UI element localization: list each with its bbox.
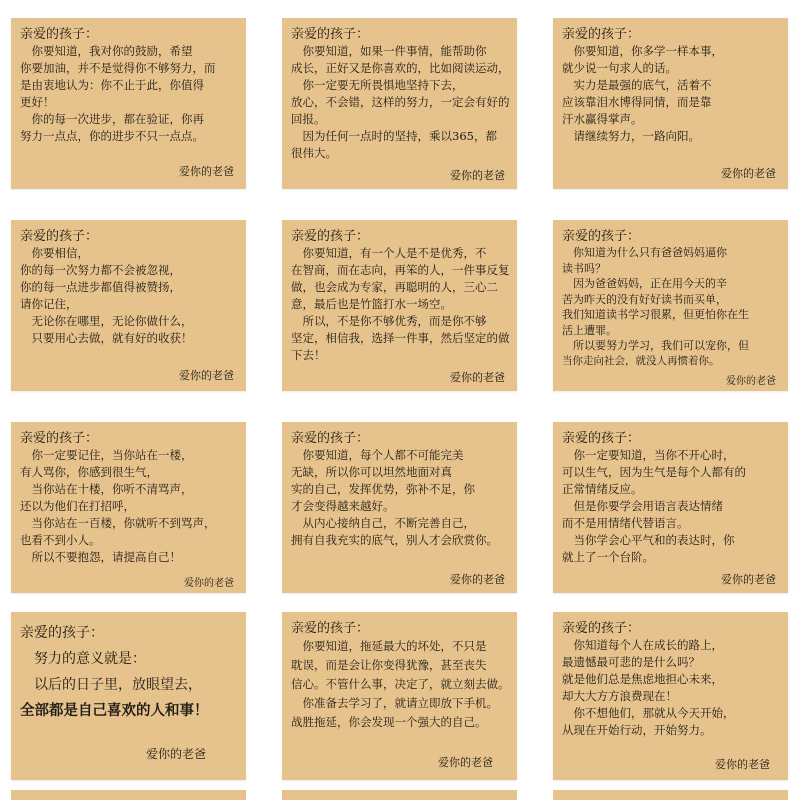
card-line: 很伟大。 bbox=[291, 146, 337, 160]
card-line: 而不是用情绪代替语言。 bbox=[562, 516, 689, 530]
card-line: 当你学会心平气和的表达时，你 bbox=[562, 533, 735, 547]
card-line: 就上了一个台阶。 bbox=[562, 550, 654, 564]
card-line: 你的每一次努力都不会被忽视， bbox=[20, 263, 181, 277]
card-line: 战胜拖延，你会发现一个强大的自己。 bbox=[291, 715, 487, 729]
card-line: 有人骂你，你感到很生气， bbox=[20, 465, 158, 479]
card-line: 当你站在十楼，你听不清骂声， bbox=[20, 482, 193, 496]
card-line: 意，最后也是竹篮打水一场空。 bbox=[291, 297, 452, 311]
card-edge bbox=[11, 790, 246, 800]
card-line: 但是你要学会用语言表达情绪 bbox=[562, 499, 723, 513]
card-title: 亲爱的孩子： bbox=[562, 621, 641, 636]
card-line: 读书吗？ bbox=[562, 261, 606, 275]
card-line: 因为任何一点时的坚持，乘以365，都 bbox=[291, 129, 497, 143]
card-line: 就少说一句求人的话。 bbox=[562, 61, 677, 75]
card-signature: 爱你的老爸 bbox=[179, 165, 234, 178]
card-line: 你要加油，并不是觉得你不够努力，而 bbox=[20, 61, 216, 75]
card-signature: 爱你的老爸 bbox=[179, 369, 234, 382]
card-line: 实力是最强的底气，活着不 bbox=[562, 78, 712, 92]
card-title: 亲爱的孩子： bbox=[20, 27, 99, 42]
card-line: 你要知道，有一个人是不是优秀，不 bbox=[291, 246, 487, 260]
letter-card-1 bbox=[11, 18, 246, 189]
card-line: 当你站在一百楼，你就听不到骂声， bbox=[20, 516, 216, 530]
card-line: 信心。不管什么事，决定了，就立刻去做。 bbox=[291, 677, 510, 691]
card-line: 请你记住， bbox=[20, 297, 78, 311]
card-line: 却大大方方浪费现在！ bbox=[562, 689, 677, 703]
card-line: 你知道为什么只有爸爸妈妈逼你 bbox=[562, 246, 727, 259]
card-line: 才会变得越来越好。 bbox=[291, 499, 395, 513]
card-line: 汗水赢得掌声。 bbox=[562, 112, 643, 126]
card-line: 所以要努力学习，我们可以宠你，但 bbox=[562, 339, 749, 352]
card-line: 放心，不会错，这样的努力，一定会有好的 bbox=[291, 95, 510, 109]
card-line: 应该靠泪水博得同情，而是靠 bbox=[562, 95, 712, 109]
card-line: 你不想他们，那就从今天开始， bbox=[562, 706, 735, 720]
card-title: 亲爱的孩子： bbox=[291, 27, 370, 42]
card-signature: 爱你的老爸 bbox=[184, 578, 234, 589]
card-edge bbox=[282, 790, 517, 800]
card-line: 无缺，所以你可以坦然地面对真 bbox=[291, 465, 452, 479]
card-signature: 爱你的老爸 bbox=[715, 758, 770, 771]
card-line: 你要知道，你多学一样本事， bbox=[562, 44, 723, 58]
card-line: 回报。 bbox=[291, 112, 326, 126]
letter-card-8 bbox=[282, 422, 517, 593]
letter-card-3 bbox=[553, 18, 788, 189]
card-line: 因为爸爸妈妈，正在用今天的辛 bbox=[562, 277, 727, 290]
card-signature: 爱你的老爸 bbox=[145, 747, 206, 761]
card-title: 亲爱的孩子： bbox=[20, 431, 99, 446]
card-line: 也看不到小人。 bbox=[20, 533, 101, 547]
card-signature: 爱你的老爸 bbox=[726, 376, 776, 387]
card-line: 就是他们总是焦虑地担心未来， bbox=[562, 672, 723, 686]
letter-card-11 bbox=[282, 612, 517, 780]
card-line: 你的每一点进步都值得被赞扬， bbox=[20, 280, 181, 294]
next-row-edge bbox=[0, 790, 800, 800]
card-line: 耽误，而是会让你变得犹豫，甚至丧失 bbox=[291, 658, 487, 672]
card-line: 你准备去学习了，就请立即放下手机。 bbox=[291, 696, 498, 710]
letter-card-4 bbox=[11, 220, 246, 391]
card-line: 实的自己，发挥优势，弥补不足，你 bbox=[291, 482, 475, 496]
card-line: 从内心接纳自己，不断完善自己， bbox=[291, 516, 475, 530]
card-line: 从现在开始行动，开始努力。 bbox=[562, 723, 712, 737]
letter-card-9 bbox=[553, 422, 788, 593]
card-title: 亲爱的孩子： bbox=[291, 229, 370, 244]
card-line: 你一定要无所畏惧地坚持下去， bbox=[291, 78, 464, 92]
card-signature: 爱你的老爸 bbox=[721, 573, 776, 586]
card-line: 你要相信， bbox=[20, 246, 89, 260]
card-line: 你要知道，拖延最大的坏处，不只是 bbox=[291, 639, 487, 653]
letter-card-10 bbox=[11, 612, 246, 780]
card-line: 你的每一次进步，都在验证，你再 bbox=[20, 112, 204, 126]
card-line: 全部都是自己喜欢的人和事！ bbox=[20, 702, 209, 719]
card-line: 努力的意义就是： bbox=[20, 651, 146, 667]
card-line: 以后的日子里，放眼望去， bbox=[20, 677, 202, 693]
card-line: 你一定要记住，当你站在一楼， bbox=[20, 448, 193, 462]
card-title: 亲爱的孩子： bbox=[20, 229, 99, 244]
card-line: 所以，不是你不够优秀，而是你不够 bbox=[291, 314, 487, 328]
card-line: 无论你在哪里，无论你做什么， bbox=[20, 314, 193, 328]
card-line: 拥有自我充实的底气，别人才会欣赏你。 bbox=[291, 533, 498, 547]
card-title: 亲爱的孩子： bbox=[291, 621, 370, 636]
card-line: 当你走向社会，就没人再惯着你。 bbox=[562, 354, 720, 367]
letter-card-2 bbox=[282, 18, 517, 189]
card-line: 成长，正好又是你喜欢的，比如阅读运动， bbox=[291, 61, 510, 75]
card-line: 正常情绪反应。 bbox=[562, 482, 643, 496]
letter-card-12 bbox=[553, 612, 788, 780]
card-line: 坚定，相信我，选择一件事，然后坚定的做 bbox=[291, 331, 510, 345]
card-line: 最遗憾最可悲的是什么吗？ bbox=[562, 655, 700, 669]
letter-card-5 bbox=[282, 220, 517, 391]
card-line: 请继续努力，一路向阳。 bbox=[562, 129, 700, 143]
card-line: 下去！ bbox=[291, 348, 326, 362]
card-title: 亲爱的孩子： bbox=[291, 431, 370, 446]
card-line: 在智商，而在志向，再笨的人，一件事反复 bbox=[291, 263, 510, 277]
card-line: 我们知道读书学习很累，但更怕你在生 bbox=[562, 308, 749, 321]
card-line: 苦为昨天的没有好好读书而买单， bbox=[562, 292, 727, 306]
card-line: 你要知道，每个人都不可能完美 bbox=[291, 448, 464, 462]
card-signature: 爱你的老爸 bbox=[721, 167, 776, 180]
card-line: 你要知道，如果一件事情，能帮助你 bbox=[291, 44, 487, 58]
card-line: 活上遭罪。 bbox=[562, 323, 617, 337]
card-line: 做，也会成为专家，再聪明的人，三心二 bbox=[291, 280, 498, 294]
card-line: 还以为他们在打招呼， bbox=[20, 499, 135, 513]
card-line: 你要知道，我对你的鼓励，希望 bbox=[20, 44, 193, 58]
card-line: 只要用心去做，就有好的收获！ bbox=[20, 331, 193, 345]
card-line: 努力一点点，你的进步不只一点点。 bbox=[20, 129, 204, 143]
card-title: 亲爱的孩子： bbox=[562, 229, 641, 244]
card-title: 亲爱的孩子： bbox=[562, 27, 641, 42]
card-signature: 爱你的老爸 bbox=[450, 371, 505, 384]
card-title: 亲爱的孩子： bbox=[562, 431, 641, 446]
card-title: 亲爱的孩子： bbox=[20, 625, 104, 641]
card-line: 是由衷地认为：你不止于此，你值得 bbox=[20, 78, 204, 92]
card-signature: 爱你的老爸 bbox=[438, 756, 493, 769]
card-line: 你一定要知道，当你不开心时， bbox=[562, 448, 735, 462]
card-line: 可以生气，因为生气是每个人都有的 bbox=[562, 465, 746, 479]
letter-card-6 bbox=[553, 220, 788, 391]
card-edge bbox=[553, 790, 788, 800]
card-signature: 爱你的老爸 bbox=[450, 573, 505, 586]
card-signature: 爱你的老爸 bbox=[450, 169, 505, 182]
letter-card-7 bbox=[11, 422, 246, 593]
card-line: 所以不要抱怨，请提高自己！ bbox=[20, 550, 181, 564]
card-line: 更好！ bbox=[20, 95, 55, 109]
card-line: 你知道每个人在成长的路上， bbox=[562, 638, 723, 652]
